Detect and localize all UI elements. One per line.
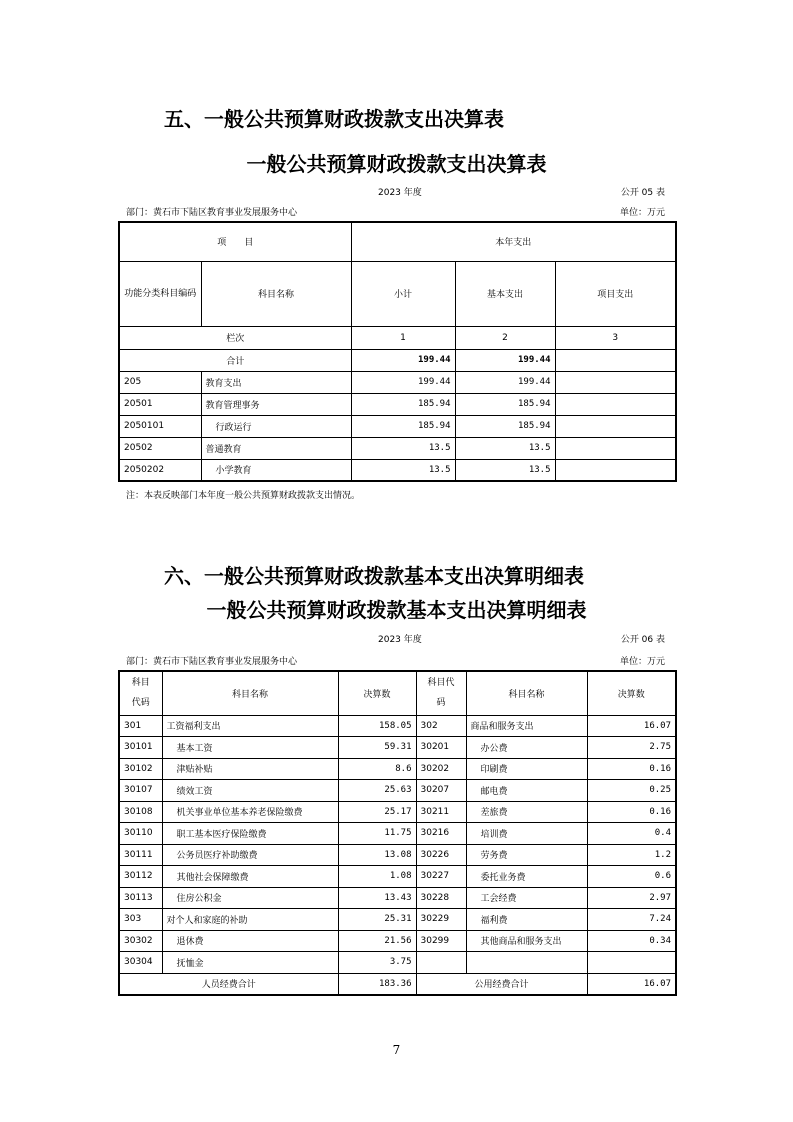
subject-name-right: 其他商品和服务支出 (466, 930, 587, 952)
subject-name-right: 培训费 (466, 823, 587, 845)
subject-code-right: 30202 (416, 758, 466, 780)
amount-left: 11.75 (338, 823, 416, 845)
total-label: 合计 (119, 349, 351, 371)
section-5-heading: 五、一般公共预算财政拨款支出决算表 (164, 107, 504, 131)
table-6 (118, 670, 677, 996)
subject-name-left: 住房公积金 (162, 887, 338, 909)
public-total: 16.07 (587, 973, 676, 995)
total-subtotal: 199.44 (351, 349, 455, 371)
subject-code-left: 30102 (119, 758, 162, 780)
header-item: 项 目 (119, 222, 351, 261)
basic-expense: 185.94 (455, 415, 555, 437)
subject-name: 普通教育 (201, 437, 351, 459)
subject-code-right: 30201 (416, 737, 466, 759)
function-code: 2050101 (119, 415, 201, 437)
function-code: 20501 (119, 393, 201, 415)
table-5-form-number: 公开 05 表 (620, 188, 665, 198)
amount-right: 0.25 (587, 780, 676, 802)
function-code: 20502 (119, 437, 201, 459)
subject-code-right: 30299 (416, 930, 466, 952)
table-row (119, 909, 676, 931)
subject-name-right: 委托业务费 (466, 866, 587, 888)
amount-left: 13.08 (338, 844, 416, 866)
header-code-right: 科目代 码 (416, 671, 466, 715)
amount-right: 2.97 (587, 887, 676, 909)
personnel-total-label: 人员经费合计 (119, 973, 338, 995)
header-project-expense: 项目支出 (555, 261, 676, 326)
subject-name-left: 机关事业单位基本养老保险缴费 (162, 801, 338, 823)
basic-expense: 13.5 (455, 437, 555, 459)
subject-code-left: 30110 (119, 823, 162, 845)
header-amount-left: 决算数 (338, 671, 416, 715)
function-code: 205 (119, 371, 201, 393)
subject-code-left: 30302 (119, 930, 162, 952)
header-subject-name-right: 科目名称 (466, 671, 587, 715)
table-row (119, 844, 676, 866)
amount-right: 0.4 (587, 823, 676, 845)
amount-right (587, 952, 676, 974)
header-basic-expense: 基本支出 (455, 261, 555, 326)
table-5-year: 2023 年度 (378, 188, 422, 198)
basic-expense: 199.44 (455, 371, 555, 393)
amount-right: 2.75 (587, 737, 676, 759)
project-expense (555, 371, 676, 393)
subtotal: 13.5 (351, 459, 455, 481)
subject-name-left: 公务员医疗补助缴费 (162, 844, 338, 866)
page-number: 7 (392, 1043, 401, 1057)
amount-left: 8.6 (338, 758, 416, 780)
subject-name-right: 商品和服务支出 (466, 715, 587, 737)
subject-code-left: 30101 (119, 737, 162, 759)
column-number-label: 栏次 (119, 326, 351, 349)
header-function-code: 功能分类科目编码 (119, 261, 201, 326)
amount-left: 1.08 (338, 866, 416, 888)
project-expense (555, 415, 676, 437)
subject-code-right: 302 (416, 715, 466, 737)
table-row (119, 866, 676, 888)
table-row (119, 887, 676, 909)
table-5-note: 注：本表反映部门本年度一般公共预算财政拨款支出情况。 (126, 491, 361, 501)
table-row (119, 393, 676, 415)
project-expense (555, 459, 676, 481)
subject-name-left: 退休费 (162, 930, 338, 952)
section-6-heading: 六、一般公共预算财政拨款基本支出决算明细表 (164, 564, 584, 588)
detail-rows (119, 715, 676, 973)
table-row (119, 371, 676, 393)
subject-name-right: 邮电费 (466, 780, 587, 802)
column-number-3: 3 (555, 326, 676, 349)
subject-name-left: 其他社会保障缴费 (162, 866, 338, 888)
personnel-total: 183.36 (338, 973, 416, 995)
amount-right: 7.24 (587, 909, 676, 931)
amount-left: 158.05 (338, 715, 416, 737)
footer-row (119, 973, 676, 995)
basic-expense: 13.5 (455, 459, 555, 481)
subtotal: 185.94 (351, 415, 455, 437)
table-row (119, 758, 676, 780)
subject-code-right: 30228 (416, 887, 466, 909)
public-total-label: 公用经费合计 (416, 973, 587, 995)
total-project (555, 349, 676, 371)
amount-left: 13.43 (338, 887, 416, 909)
subject-code-left: 303 (119, 909, 162, 931)
subject-name-left: 基本工资 (162, 737, 338, 759)
table-row (119, 415, 676, 437)
amount-right: 16.07 (587, 715, 676, 737)
subject-name-left: 工资福利支出 (162, 715, 338, 737)
column-number-1: 1 (351, 326, 455, 349)
table-5-department: 部门：黄石市下陆区教育事业发展服务中心 (126, 208, 298, 218)
function-code: 2050202 (119, 459, 201, 481)
subject-code-left: 30107 (119, 780, 162, 802)
subject-name-right (466, 952, 587, 974)
header-subject-name-left: 科目名称 (162, 671, 338, 715)
header-code: 科目 代码 (119, 671, 162, 715)
total-basic: 199.44 (455, 349, 555, 371)
subject-code-right: 30211 (416, 801, 466, 823)
basic-expense: 185.94 (455, 393, 555, 415)
table-6-form-number: 公开 06 表 (620, 635, 665, 645)
table-6-department: 部门：黄石市下陆区教育事业发展服务中心 (126, 657, 298, 667)
table-row (119, 930, 676, 952)
table-row (119, 823, 676, 845)
subject-name: 行政运行 (201, 415, 351, 437)
subject-code-left: 30111 (119, 844, 162, 866)
subject-name-right: 福利费 (466, 909, 587, 931)
table-row (119, 737, 676, 759)
project-expense (555, 437, 676, 459)
table-row (119, 780, 676, 802)
subtotal: 185.94 (351, 393, 455, 415)
amount-right: 0.16 (587, 758, 676, 780)
subject-code-right: 30227 (416, 866, 466, 888)
subject-name-right: 工会经费 (466, 887, 587, 909)
subject-name-right: 劳务费 (466, 844, 587, 866)
subject-name-right: 办公费 (466, 737, 587, 759)
table-5 (118, 221, 677, 482)
header-subtotal: 小计 (351, 261, 455, 326)
header-current-year: 本年支出 (351, 222, 676, 261)
header-subject-name: 科目名称 (201, 261, 351, 326)
column-number-2: 2 (455, 326, 555, 349)
subject-code-right: 30229 (416, 909, 466, 931)
subject-name: 教育管理事务 (201, 393, 351, 415)
subject-code-right: 30207 (416, 780, 466, 802)
table-6-title: 一般公共预算财政拨款基本支出决算明细表 (206, 598, 587, 622)
table-row (119, 459, 676, 481)
table-5-title: 一般公共预算财政拨款支出决算表 (246, 152, 547, 176)
amount-left: 25.17 (338, 801, 416, 823)
table-6-year: 2023 年度 (378, 635, 422, 645)
subject-code-left: 30113 (119, 887, 162, 909)
amount-right: 1.2 (587, 844, 676, 866)
subject-name-right: 印刷费 (466, 758, 587, 780)
table-6-unit: 单位：万元 (619, 657, 665, 667)
subject-code-left: 301 (119, 715, 162, 737)
table-5-unit: 单位：万元 (619, 208, 665, 218)
amount-right: 0.34 (587, 930, 676, 952)
subject-name-left: 抚恤金 (162, 952, 338, 974)
subject-name-right: 差旅费 (466, 801, 587, 823)
subject-name: 教育支出 (201, 371, 351, 393)
subject-code-left: 30108 (119, 801, 162, 823)
amount-left: 59.31 (338, 737, 416, 759)
subject-name: 小学教育 (201, 459, 351, 481)
table-row (119, 437, 676, 459)
subtotal: 199.44 (351, 371, 455, 393)
amount-left: 25.63 (338, 780, 416, 802)
subject-name-left: 职工基本医疗保险缴费 (162, 823, 338, 845)
subject-code-right: 30216 (416, 823, 466, 845)
amount-right: 0.16 (587, 801, 676, 823)
subject-code-left: 30304 (119, 952, 162, 974)
subject-name-left: 对个人和家庭的补助 (162, 909, 338, 931)
subtotal: 13.5 (351, 437, 455, 459)
table-row (119, 801, 676, 823)
total-row (119, 349, 676, 371)
amount-right: 0.6 (587, 866, 676, 888)
project-expense (555, 393, 676, 415)
table-row (119, 952, 676, 974)
amount-left: 3.75 (338, 952, 416, 974)
subject-code-right (416, 952, 466, 974)
header-amount-right: 决算数 (587, 671, 676, 715)
subject-code-right: 30226 (416, 844, 466, 866)
amount-left: 25.31 (338, 909, 416, 931)
subject-name-left: 津贴补贴 (162, 758, 338, 780)
subject-code-left: 30112 (119, 866, 162, 888)
subject-name-left: 绩效工资 (162, 780, 338, 802)
amount-left: 21.56 (338, 930, 416, 952)
table-row (119, 715, 676, 737)
